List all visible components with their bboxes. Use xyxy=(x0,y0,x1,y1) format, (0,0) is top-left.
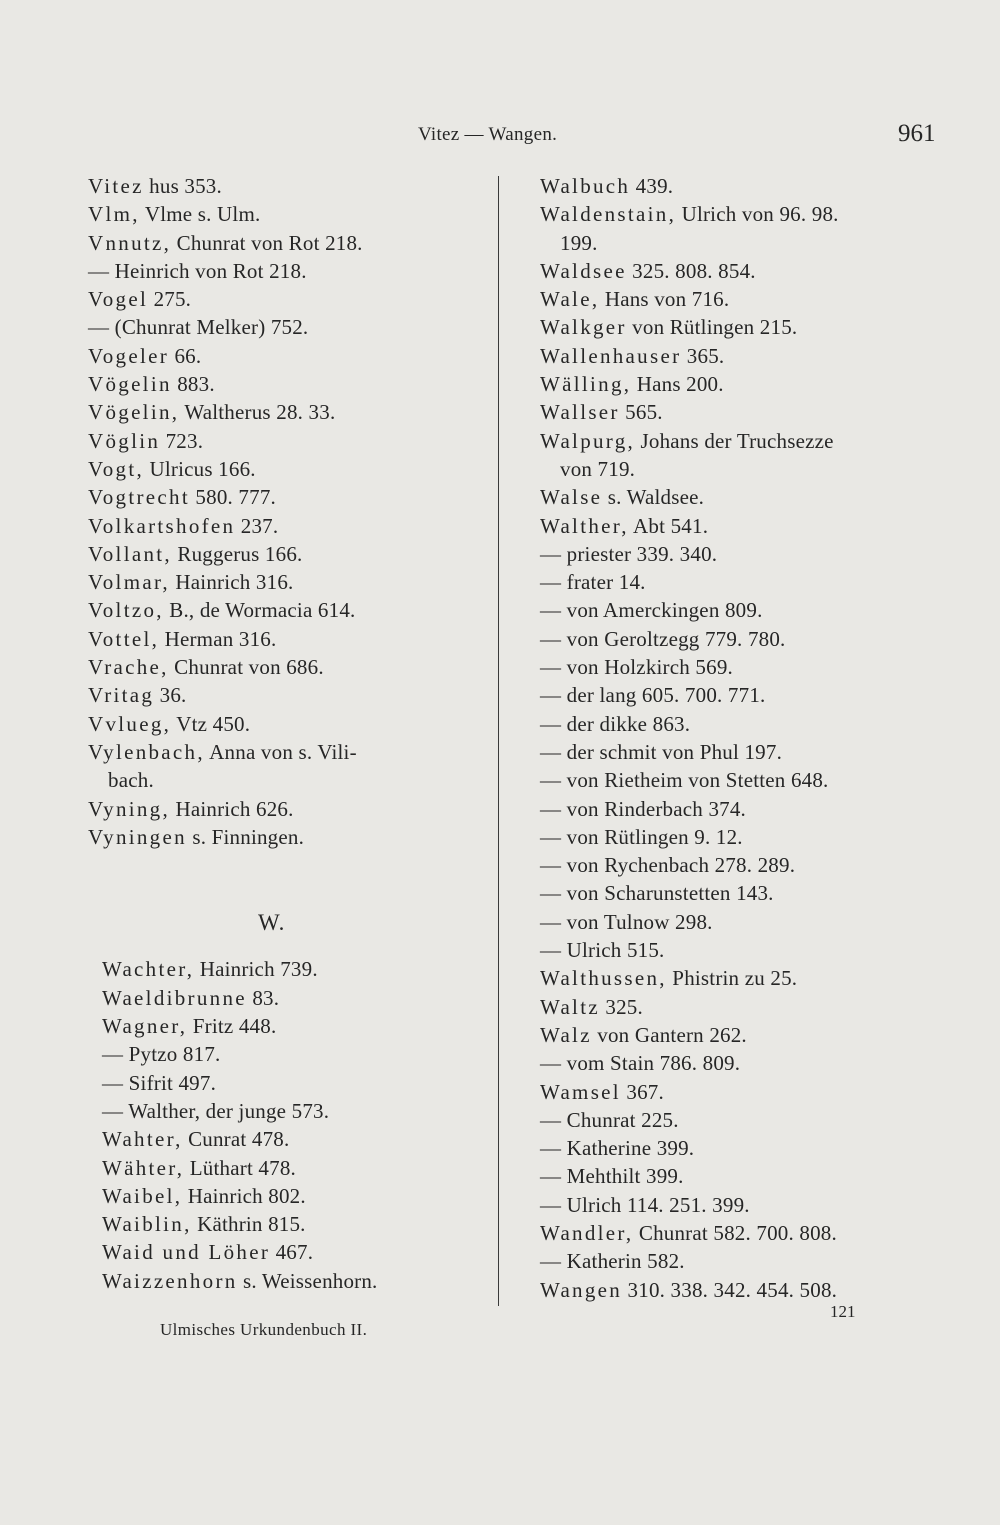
index-entry xyxy=(540,200,940,228)
entry-references: — Walther, der junge 573. xyxy=(102,1098,330,1123)
entry-headword: Wagner, xyxy=(102,1014,188,1039)
entry-references: — Pytzo 817. xyxy=(102,1042,221,1067)
entry-references: 467. xyxy=(270,1240,314,1265)
entry-references: — Heinrich von Rot 218. xyxy=(88,258,307,283)
index-entry xyxy=(88,512,488,540)
index-entry xyxy=(540,795,940,823)
index-entry xyxy=(540,936,940,964)
entry-headword: Vrache, xyxy=(88,655,169,680)
index-entry xyxy=(88,200,488,228)
index-entry xyxy=(540,512,940,540)
entry-references: 199. xyxy=(560,230,598,255)
entry-references: — Chunrat 225. xyxy=(540,1107,679,1132)
entry-references: 275. xyxy=(148,287,192,312)
entry-references: — von Rinderbach 374. xyxy=(540,796,746,821)
entry-headword: Vögelin, xyxy=(88,400,180,425)
entry-references: 66. xyxy=(169,343,202,368)
entry-headword: Vollant, xyxy=(88,541,172,566)
index-entry xyxy=(88,540,488,568)
index-entry xyxy=(540,370,940,398)
entry-headword: Volkartshofen xyxy=(88,513,236,538)
entry-references: s. Waldsee. xyxy=(602,485,705,510)
entry-references: — der dikke 863. xyxy=(540,711,691,736)
entry-headword: Walpurg, xyxy=(540,428,636,453)
entry-headword: Vyning, xyxy=(88,796,171,821)
entry-headword: Vritag xyxy=(88,683,155,708)
index-entry xyxy=(102,955,488,983)
entry-references: — von Rychenbach 278. 289. xyxy=(540,853,796,878)
index-entry xyxy=(540,738,940,766)
entry-references: bach. xyxy=(108,768,154,793)
index-entry xyxy=(540,1247,940,1275)
index-entry xyxy=(88,285,488,313)
entry-references: Hainrich 739. xyxy=(194,957,318,982)
entry-references: Vlme s. Ulm. xyxy=(139,202,261,227)
entry-references: 723. xyxy=(160,428,204,453)
index-entry xyxy=(88,229,488,257)
entry-headword: Wälling, xyxy=(540,372,632,397)
index-entry xyxy=(540,257,940,285)
entry-references: B., de Wormacia 614. xyxy=(163,598,356,623)
index-entry xyxy=(540,681,940,709)
running-head: Vitez — Wangen. xyxy=(418,124,558,145)
entry-headword: Walbuch xyxy=(540,174,631,198)
entry-references: von Rütlingen 215. xyxy=(626,315,798,340)
entry-references: — Katherine 399. xyxy=(540,1136,695,1161)
entry-references: Fritz 448. xyxy=(187,1014,277,1039)
entry-references: s. Weissenhorn. xyxy=(237,1268,378,1293)
entry-references: hus 353. xyxy=(143,174,222,198)
entries-w xyxy=(88,955,488,1295)
index-entry xyxy=(540,1219,940,1247)
section-letter-w: W. xyxy=(258,910,286,936)
entries-right xyxy=(540,172,940,1304)
entry-references: Abt 541. xyxy=(628,513,709,538)
index-entry xyxy=(540,851,940,879)
entry-headword: Vlm, xyxy=(88,202,140,227)
entry-headword: Vyningen xyxy=(88,824,187,849)
book-title-footer: Ulmisches Urkundenbuch II. xyxy=(160,1320,368,1339)
entry-references: — (Chunrat Melker) 752. xyxy=(88,315,309,340)
entry-references: 439. xyxy=(630,174,674,198)
entry-headword: Waizzenhorn xyxy=(102,1268,238,1293)
index-entry xyxy=(540,427,940,455)
index-entry xyxy=(102,984,488,1012)
entry-headword: Waldenstain, xyxy=(540,202,677,227)
entry-references: Chunrat von 686. xyxy=(168,655,324,680)
entry-references: — der lang 605. 700. 771. xyxy=(540,683,766,708)
index-entry xyxy=(540,964,940,992)
index-entry xyxy=(88,313,488,341)
entry-headword: Waldsee xyxy=(540,258,627,283)
index-entry xyxy=(540,229,940,257)
entry-references: von Gantern 262. xyxy=(591,1022,747,1047)
index-entry xyxy=(102,1210,488,1238)
entry-headword: Waiblin, xyxy=(102,1212,192,1237)
entry-references: 367. xyxy=(620,1079,664,1104)
entry-headword: Wallser xyxy=(540,400,620,425)
entry-references: — von Tulnow 298. xyxy=(540,909,713,934)
index-entry xyxy=(540,596,940,624)
entry-references: — Ulrich 515. xyxy=(540,938,665,963)
entry-references: — von Scharunstetten 143. xyxy=(540,881,774,906)
entries-v xyxy=(88,172,488,851)
entry-headword: Walse xyxy=(540,485,603,510)
entry-headword: Volmar, xyxy=(88,570,170,595)
index-entry xyxy=(540,1021,940,1049)
index-entry xyxy=(540,540,940,568)
index-entry xyxy=(88,596,488,624)
entry-headword: Waid und Löher xyxy=(102,1240,271,1265)
index-entry xyxy=(88,710,488,738)
index-entry xyxy=(102,1125,488,1153)
index-entry xyxy=(540,1162,940,1190)
entry-references: Hans 200. xyxy=(631,372,724,397)
entry-headword: Waeldibrunne xyxy=(102,985,247,1010)
index-entry xyxy=(540,455,940,483)
entry-references: Ulricus 166. xyxy=(144,456,256,481)
index-entry xyxy=(88,653,488,681)
index-entry xyxy=(102,1182,488,1210)
index-entry xyxy=(88,455,488,483)
entry-headword: Voltzo, xyxy=(88,598,164,623)
entry-references: — frater 14. xyxy=(540,570,646,595)
index-entry xyxy=(88,370,488,398)
entry-references: Cunrat 478. xyxy=(182,1127,290,1152)
index-entry xyxy=(540,879,940,907)
entry-headword: Wamsel xyxy=(540,1079,621,1104)
entry-headword: Wallenhauser xyxy=(540,343,682,368)
page-header xyxy=(0,120,1000,154)
entry-references: Chunrat 582. 700. 808. xyxy=(633,1220,837,1245)
index-entry xyxy=(540,1106,940,1134)
entry-references: — von Holzkirch 569. xyxy=(540,655,733,680)
index-entry xyxy=(540,766,940,794)
entry-headword: Vogtrecht xyxy=(88,485,190,510)
index-entry xyxy=(540,313,940,341)
index-entry xyxy=(102,1238,488,1266)
index-entry xyxy=(540,1276,940,1304)
entry-references: Ruggerus 166. xyxy=(171,541,303,566)
index-entry xyxy=(88,257,488,285)
entry-references: 36. xyxy=(154,683,187,708)
index-column-right xyxy=(540,172,940,1304)
entry-references: 310. 338. 342. 454. 508. xyxy=(622,1277,838,1302)
entry-references: Lüthart 478. xyxy=(184,1155,296,1180)
entry-references: — vom Stain 786. 809. xyxy=(540,1051,741,1076)
entry-references: Ulrich von 96. 98. xyxy=(676,202,839,227)
entry-references: — Sifrit 497. xyxy=(102,1070,217,1095)
entry-headword: Vvlueg, xyxy=(88,711,172,736)
index-entry xyxy=(102,1012,488,1040)
entry-references: Herman 316. xyxy=(159,626,277,651)
index-entry xyxy=(88,625,488,653)
entry-headword: Vögelin xyxy=(88,372,172,397)
entry-headword: Waltz xyxy=(540,994,600,1019)
entry-references: Waltherus 28. 33. xyxy=(179,400,336,425)
index-entry xyxy=(88,738,488,766)
index-entry xyxy=(540,1191,940,1219)
entry-headword: Walther, xyxy=(540,513,629,538)
index-entry xyxy=(540,483,940,511)
index-column-left xyxy=(88,172,488,1295)
index-entry xyxy=(88,681,488,709)
entry-headword: Vogt, xyxy=(88,456,145,481)
entry-references: Phistrin zu 25. xyxy=(666,966,798,991)
entry-headword: Wandler, xyxy=(540,1220,634,1245)
entry-references: — Mehthilt 399. xyxy=(540,1164,684,1189)
entry-references: — Ulrich 114. 251. 399. xyxy=(540,1192,750,1217)
index-entry xyxy=(540,1049,940,1077)
index-entry xyxy=(540,342,940,370)
index-entry xyxy=(540,398,940,426)
index-entry xyxy=(540,823,940,851)
entry-headword: Walthussen, xyxy=(540,966,667,991)
entry-references: Chunrat von Rot 218. xyxy=(171,230,363,255)
entry-headword: Vogeler xyxy=(88,343,170,368)
entry-references: Hainrich 316. xyxy=(169,570,294,595)
entry-references: Hans von 716. xyxy=(599,287,730,312)
index-entry xyxy=(540,993,940,1021)
index-entry xyxy=(102,1069,488,1097)
index-entry xyxy=(540,908,940,936)
entry-references: 365. xyxy=(681,343,725,368)
entry-headword: Vylenbach, xyxy=(88,739,205,764)
entry-headword: Waibel, xyxy=(102,1183,183,1208)
entry-references: 83. xyxy=(246,985,280,1010)
index-entry xyxy=(88,342,488,370)
entry-references: — Katherin 582. xyxy=(540,1249,685,1274)
entry-references: 325. 808. 854. xyxy=(626,258,756,283)
entry-references: Anna von s. Vili- xyxy=(204,739,357,764)
entry-headword: Wale, xyxy=(540,287,600,312)
entry-headword: Wachter, xyxy=(102,957,195,982)
index-entry xyxy=(88,427,488,455)
index-entry xyxy=(540,625,940,653)
entry-references: — von Rütlingen 9. 12. xyxy=(540,824,743,849)
signature-mark: 121 xyxy=(830,1302,856,1321)
entry-headword: Wähter, xyxy=(102,1155,185,1180)
index-entry xyxy=(540,568,940,596)
entry-references: Vtz 450. xyxy=(171,711,251,736)
entry-references: von 719. xyxy=(560,456,636,481)
entry-references: — der schmit von Phul 197. xyxy=(540,739,783,764)
entry-headword: Wangen xyxy=(540,1277,623,1302)
entry-references: Johans der Truchsezze xyxy=(635,428,834,453)
index-entry xyxy=(88,766,488,794)
entry-headword: Vottel, xyxy=(88,626,160,651)
entry-references: Hainrich 626. xyxy=(170,796,294,821)
index-entry xyxy=(88,398,488,426)
entry-headword: Wahter, xyxy=(102,1127,183,1152)
index-entry xyxy=(88,172,488,200)
index-entry xyxy=(540,1134,940,1162)
entry-references: Käthrin 815. xyxy=(191,1212,306,1237)
index-entry xyxy=(88,483,488,511)
entry-headword: Vöglin xyxy=(88,428,161,453)
entry-references: — von Geroltzegg 779. 780. xyxy=(540,626,786,651)
entry-headword: Vitez xyxy=(88,174,144,198)
index-entry xyxy=(102,1040,488,1068)
entry-headword: Vogel xyxy=(88,287,149,312)
index-entry xyxy=(102,1154,488,1182)
entry-headword: Walz xyxy=(540,1022,592,1047)
entry-references: — von Rietheim von Stetten 648. xyxy=(540,768,829,793)
page-number: 961 xyxy=(898,120,936,147)
index-entry xyxy=(540,285,940,313)
entry-references: 237. xyxy=(235,513,279,538)
entry-references: 325. xyxy=(599,994,643,1019)
entry-references: — von Amerckingen 809. xyxy=(540,598,763,623)
entry-references: — priester 339. 340. xyxy=(540,541,718,566)
index-entry xyxy=(540,710,940,738)
index-entry xyxy=(88,568,488,596)
column-divider xyxy=(498,176,499,1306)
index-entry xyxy=(88,795,488,823)
entry-headword: Vnnutz, xyxy=(88,230,172,255)
entry-references: Hainrich 802. xyxy=(182,1183,306,1208)
index-entry xyxy=(540,172,940,200)
index-entry xyxy=(102,1097,488,1125)
entry-references: s. Finningen. xyxy=(186,824,305,849)
index-entry xyxy=(88,823,488,851)
index-entry xyxy=(102,1267,488,1295)
entry-references: 565. xyxy=(619,400,663,425)
entry-headword: Walkger xyxy=(540,315,627,340)
entry-references: 580. 777. xyxy=(189,485,276,510)
entry-references: 883. xyxy=(171,372,215,397)
index-entry xyxy=(540,653,940,681)
index-entry xyxy=(540,1078,940,1106)
